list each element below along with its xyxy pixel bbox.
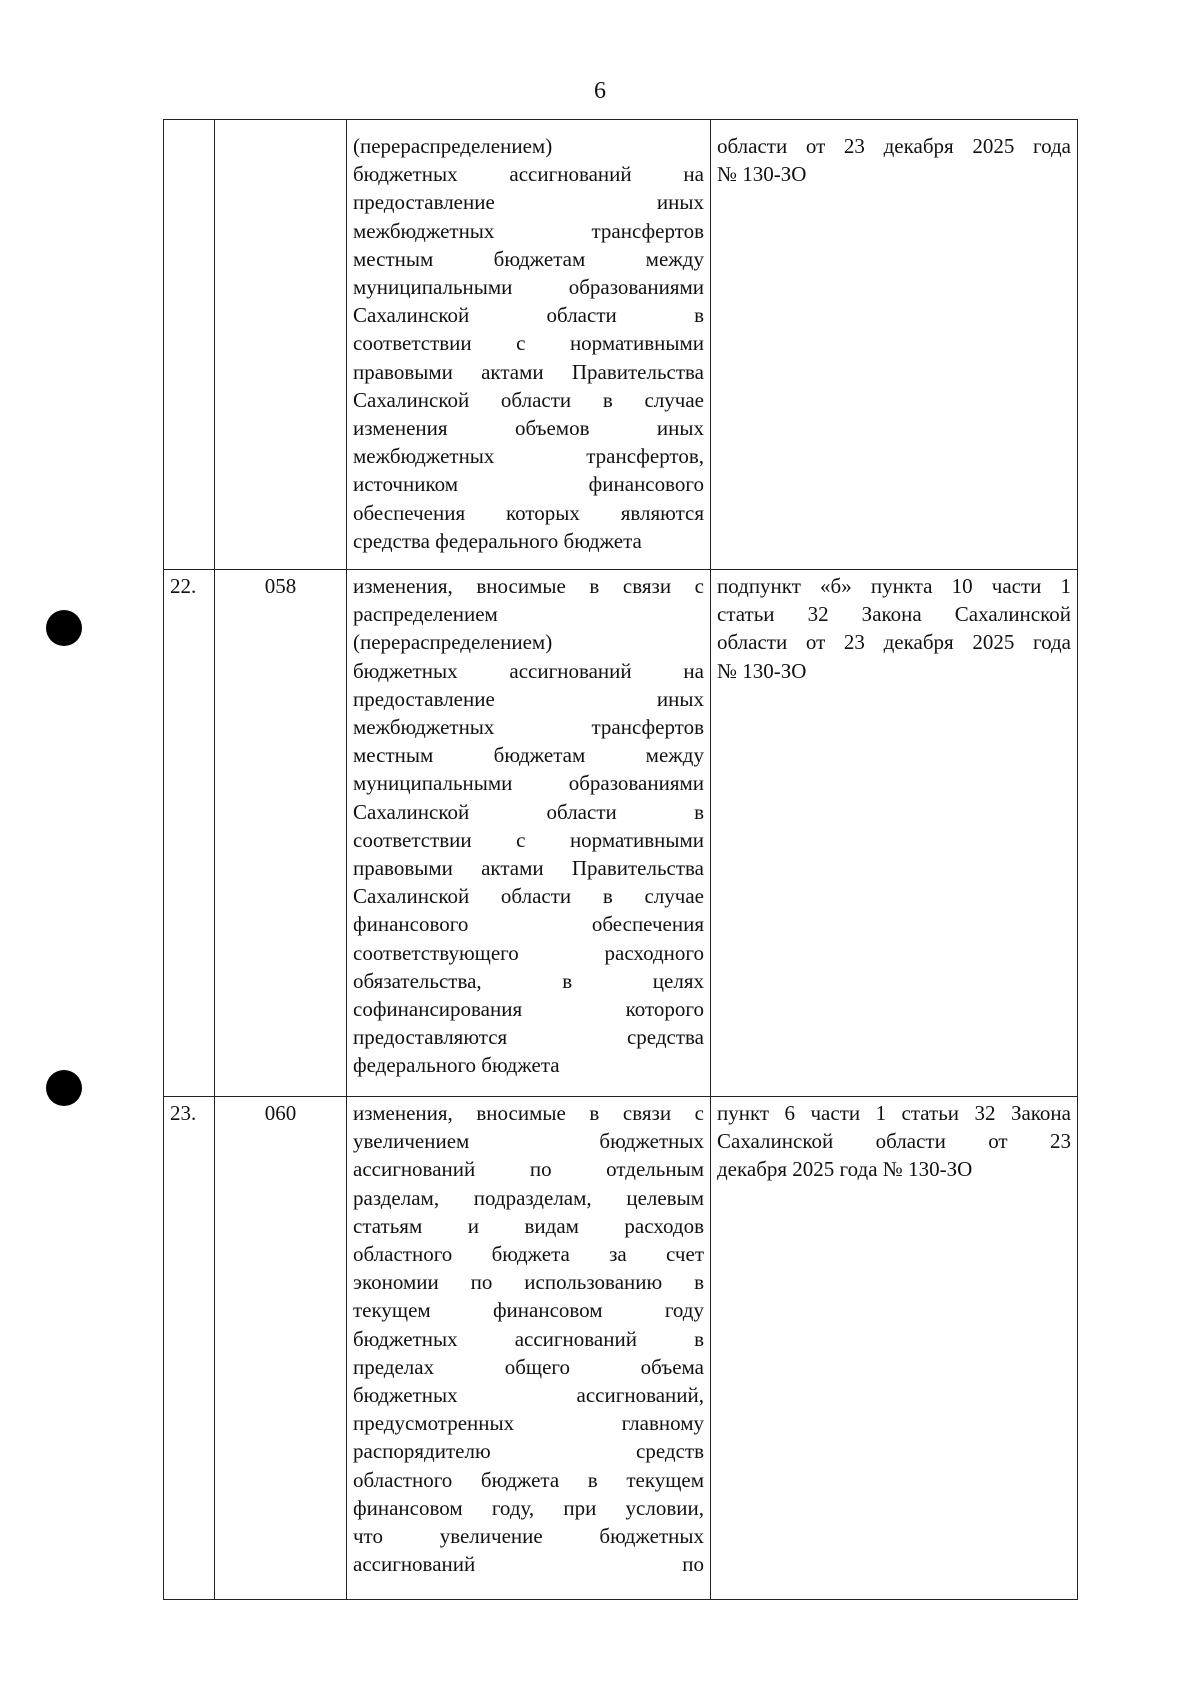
description-line: Сахалинской области в — [353, 799, 704, 824]
description-cell — [347, 1097, 711, 1600]
code-cell — [215, 120, 347, 570]
punch-hole-mark — [46, 610, 82, 646]
description-line: экономии по использованию в — [353, 1270, 704, 1295]
budget-changes-table — [163, 119, 1078, 1600]
legal-basis-line: декабря 2025 года № 130-ЗО — [717, 1157, 973, 1182]
description-cell — [347, 570, 711, 1097]
description-line: местным бюджетам между — [353, 246, 704, 271]
code-cell: 058 — [215, 570, 347, 1097]
description-line: финансовом году, при условии, — [353, 1495, 704, 1520]
description-line: (перераспределением) — [353, 630, 553, 655]
description-line: текущем финансовом году — [353, 1298, 704, 1323]
page-number: 6 — [594, 78, 606, 104]
description-line: областного бюджета за счет — [353, 1242, 704, 1267]
row-number-cell: 22. — [164, 570, 215, 1097]
description-line: пределах общего объема — [353, 1354, 704, 1379]
description-line: межбюджетных трансфертов, — [353, 444, 704, 469]
description-line: источником финансового — [353, 472, 704, 497]
description-line: (перераспределением) — [353, 134, 553, 158]
table-row — [164, 570, 1078, 1097]
legal-basis-cell — [711, 1097, 1078, 1600]
description-line: статьям и видам расходов — [353, 1213, 704, 1238]
description-line: изменения, вносимые в связи с — [353, 1101, 704, 1125]
description-line: что увеличение бюджетных — [353, 1524, 704, 1549]
legal-basis-line: Сахалинской области от 23 — [717, 1129, 1071, 1154]
legal-basis-line: подпункт «б» пункта 10 части 1 — [717, 574, 1071, 598]
description-line: Сахалинской области в случае — [353, 387, 704, 412]
description-line: предоставление иных — [353, 686, 704, 711]
description-line: правовыми актами Правительства — [353, 359, 704, 384]
description-line: правовыми актами Правительства — [353, 856, 704, 881]
description-line: федерального бюджета — [353, 1053, 560, 1078]
description-line: муниципальными образованиями — [353, 275, 704, 300]
legal-basis-line: области от 23 декабря 2025 года — [717, 134, 1071, 158]
row-number-cell: 23. — [164, 1097, 215, 1600]
description-cell — [347, 120, 711, 570]
description-line: изменения, вносимые в связи с — [353, 574, 704, 598]
description-line: бюджетных ассигнований, — [353, 1383, 704, 1408]
legal-basis-line: № 130-ЗО — [717, 658, 807, 683]
description-line: обеспечения которых являются — [353, 500, 704, 525]
description-line: разделам, подразделам, целевым — [353, 1185, 704, 1210]
description-line: предоставление иных — [353, 190, 704, 215]
table-row — [164, 1097, 1078, 1600]
legal-basis-line: области от 23 декабря 2025 года — [717, 630, 1071, 655]
description-line: софинансирования которого — [353, 997, 704, 1022]
description-line: ассигнований по отдельным — [353, 1157, 704, 1182]
description-line: предоставляются средства — [353, 1025, 704, 1050]
description-line: обязательства, в целях — [353, 968, 704, 993]
description-line: соответствующего расходного — [353, 940, 704, 965]
description-line: распределением — [353, 602, 498, 627]
description-line: увеличением бюджетных — [353, 1129, 704, 1154]
description-line: соответствии с нормативными — [353, 331, 704, 356]
description-line: средства федерального бюджета — [353, 528, 642, 553]
description-line: Сахалинской области в — [353, 303, 704, 328]
code-cell: 060 — [215, 1097, 347, 1600]
description-line: межбюджетных трансфертов — [353, 218, 704, 243]
description-line: бюджетных ассигнований на — [353, 658, 704, 683]
legal-basis-cell — [711, 120, 1078, 570]
description-line: ассигнований по — [353, 1552, 704, 1577]
legal-basis-line: пункт 6 части 1 статьи 32 Закона — [717, 1101, 1071, 1125]
description-line: местным бюджетам между — [353, 743, 704, 768]
legal-basis-line: статьи 32 Закона Сахалинской — [717, 602, 1071, 627]
description-line: финансового обеспечения — [353, 912, 704, 937]
description-line: бюджетных ассигнований в — [353, 1326, 704, 1351]
row-number-cell — [164, 120, 215, 570]
description-line: областного бюджета в текущем — [353, 1467, 704, 1492]
table-row — [164, 120, 1078, 570]
legal-basis-cell — [711, 570, 1078, 1097]
description-line: муниципальными образованиями — [353, 771, 704, 796]
legal-basis-line: № 130-ЗО — [717, 162, 807, 187]
description-line: распорядителю средств — [353, 1439, 704, 1464]
punch-hole-mark — [46, 1070, 82, 1106]
description-line: бюджетных ассигнований на — [353, 162, 704, 187]
description-line: Сахалинской области в случае — [353, 884, 704, 909]
description-line: изменения объемов иных — [353, 416, 704, 441]
description-line: предусмотренных главному — [353, 1411, 704, 1436]
description-line: межбюджетных трансфертов — [353, 715, 704, 740]
description-line: соответствии с нормативными — [353, 827, 704, 852]
